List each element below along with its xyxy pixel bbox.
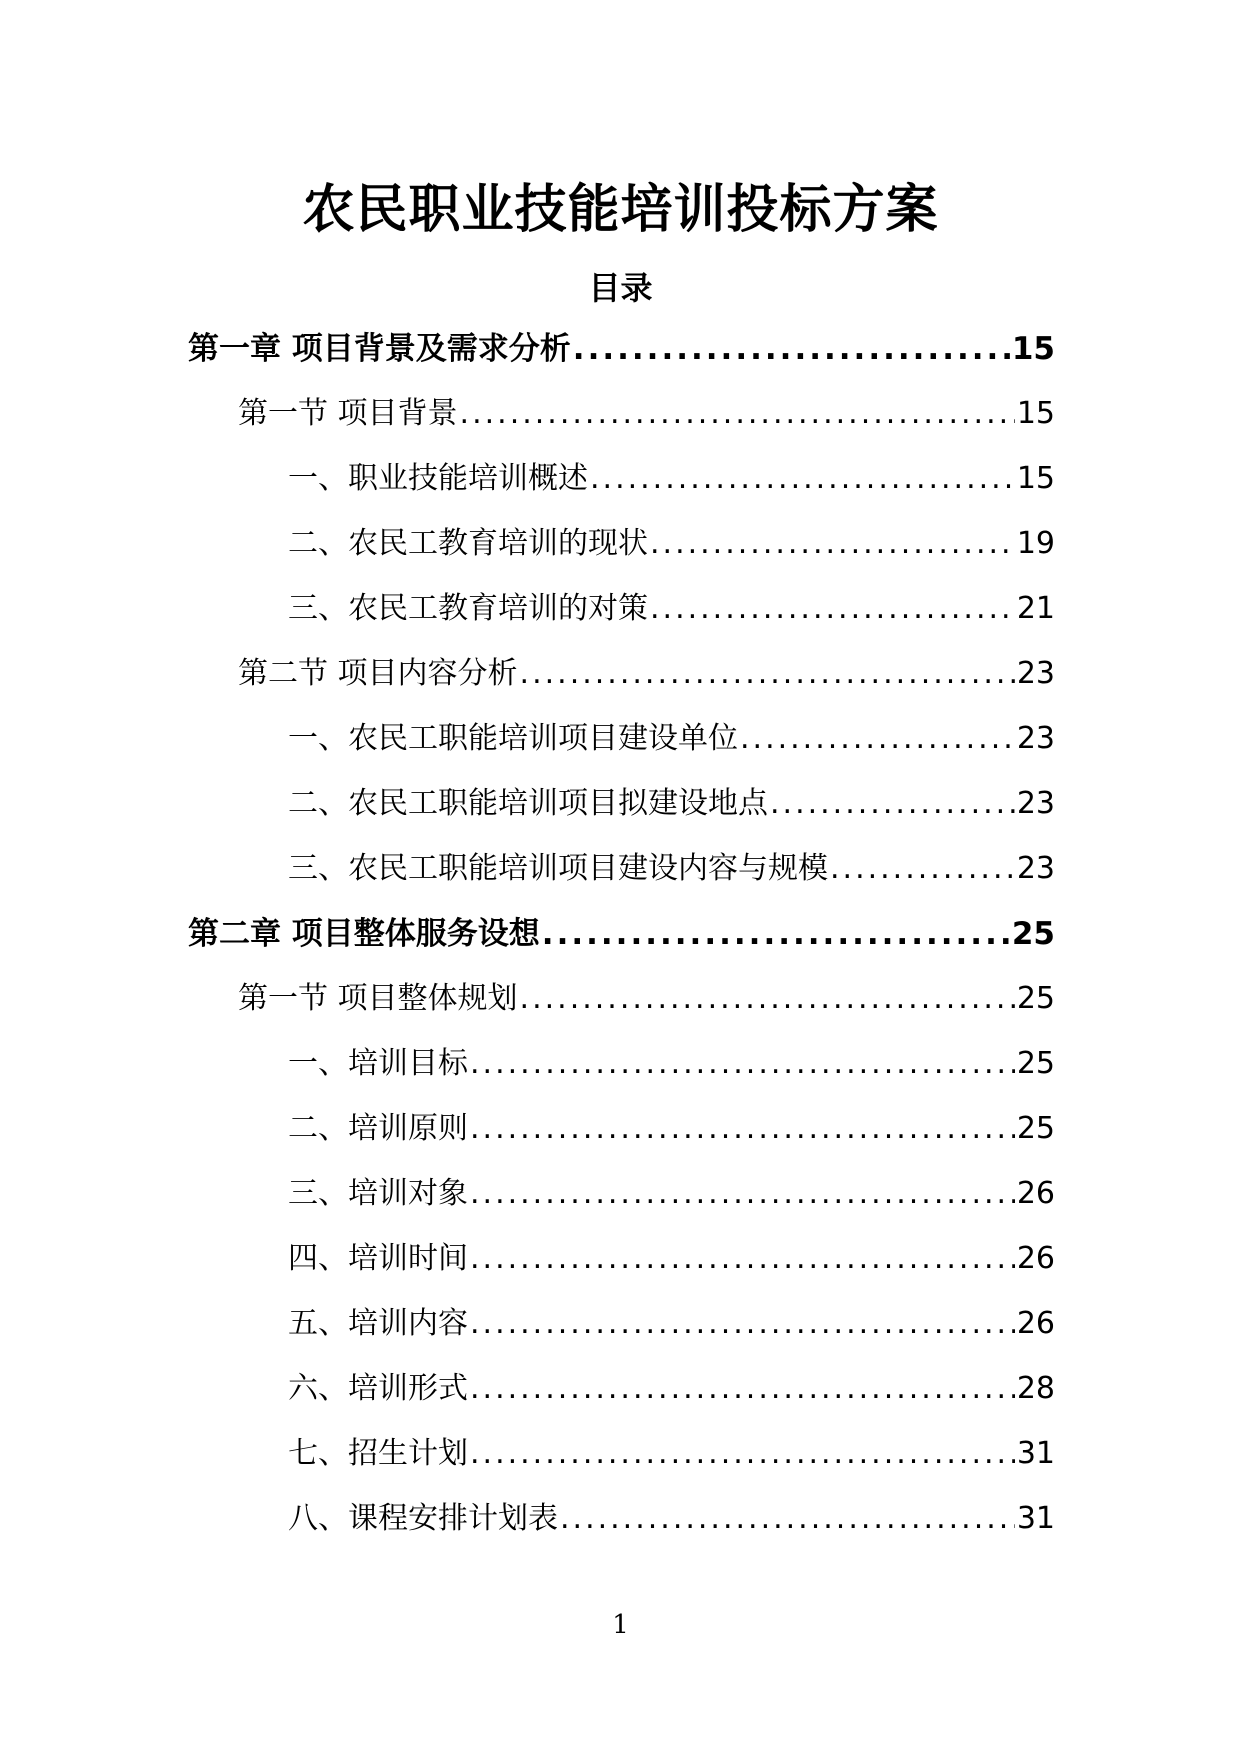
- toc-entry-page: 23: [1016, 721, 1055, 756]
- toc-dot-leader: [830, 847, 1015, 891]
- toc-entry-label: 第一章 项目背景及需求分析: [188, 331, 571, 367]
- toc-dot-leader: [740, 717, 1015, 761]
- toc-entry-label: 三、农民工教育培训的对策: [288, 591, 648, 626]
- toc-entry-item[interactable]: [288, 1302, 1055, 1346]
- toc-entry-label: 二、培训原则: [288, 1111, 468, 1146]
- toc-entry-label: 一、培训目标: [288, 1046, 468, 1081]
- toc-entry-page: 28: [1016, 1371, 1055, 1406]
- toc-entry-item[interactable]: [288, 457, 1055, 501]
- toc-dot-leader: [770, 782, 1015, 826]
- toc-entry-chapter-1[interactable]: [188, 327, 1055, 371]
- toc-dot-leader: [470, 1432, 1015, 1476]
- toc-dot-leader: [542, 912, 1010, 956]
- toc-entry-chapter-2[interactable]: [188, 912, 1055, 956]
- toc-entry-page: 15: [1016, 396, 1055, 431]
- toc-dot-leader: [560, 1497, 1015, 1541]
- toc-entry-page: 15: [1011, 331, 1055, 367]
- toc-entry-label: 七、招生计划: [288, 1436, 468, 1471]
- toc-entry-item[interactable]: [288, 1367, 1055, 1411]
- toc-entry-item[interactable]: [288, 1237, 1055, 1281]
- toc-entry-page: 26: [1016, 1176, 1055, 1211]
- toc-entry-label: 二、农民工教育培训的现状: [288, 526, 648, 561]
- toc-entry-label: 第二章 项目整体服务设想: [188, 916, 540, 952]
- toc-entry-item[interactable]: [288, 587, 1055, 631]
- toc-entry-label: 第一节 项目背景: [238, 396, 458, 431]
- toc-entry-page: 15: [1016, 461, 1055, 496]
- toc-dot-leader: [520, 652, 1015, 696]
- toc-entry-page: 25: [1016, 981, 1055, 1016]
- toc-entry-item[interactable]: [288, 717, 1055, 761]
- toc-dot-leader: [520, 977, 1015, 1021]
- toc-entry-page: 31: [1016, 1436, 1055, 1471]
- toc-entry-page: 23: [1016, 786, 1055, 821]
- toc-entry-label: 三、农民工职能培训项目建设内容与规模: [288, 851, 828, 886]
- toc-dot-leader: [470, 1302, 1015, 1346]
- toc-entry-item[interactable]: [288, 1107, 1055, 1151]
- toc-entry-item[interactable]: [288, 1172, 1055, 1216]
- toc-entry-label: 第一节 项目整体规划: [238, 981, 518, 1016]
- toc-entry-page: 23: [1016, 656, 1055, 691]
- toc-entry-label: 四、培训时间: [288, 1241, 468, 1276]
- toc-dot-leader: [470, 1172, 1015, 1216]
- toc-entry-page: 23: [1016, 851, 1055, 886]
- toc-entry-page: 25: [1016, 1046, 1055, 1081]
- toc-dot-leader: [470, 1237, 1015, 1281]
- toc-entry-label: 一、职业技能培训概述: [288, 461, 588, 496]
- toc-dot-leader: [650, 587, 1015, 631]
- toc-dot-leader: [470, 1042, 1015, 1086]
- toc-entry-item[interactable]: [288, 1432, 1055, 1476]
- document-title: 农民职业技能培训投标方案: [302, 180, 939, 240]
- toc-entry-item[interactable]: [288, 1042, 1055, 1086]
- toc-dot-leader: [650, 522, 1015, 566]
- toc-entry-label: 三、培训对象: [288, 1176, 468, 1211]
- toc-entry-label: 一、农民工职能培训项目建设单位: [288, 721, 738, 756]
- toc-entry-section[interactable]: [238, 977, 1055, 1021]
- toc-entry-page: 21: [1016, 591, 1055, 626]
- toc-entry-item[interactable]: [288, 847, 1055, 891]
- toc-entry-page: 19: [1016, 526, 1055, 561]
- toc-entry-page: 25: [1011, 916, 1055, 952]
- toc-entry-section[interactable]: [238, 392, 1055, 436]
- toc-entry-page: 25: [1016, 1111, 1055, 1146]
- toc-entry-label: 第二节 项目内容分析: [238, 656, 518, 691]
- toc-dot-leader: [470, 1367, 1015, 1411]
- toc-entry-item[interactable]: [288, 782, 1055, 826]
- toc-entry-label: 五、培训内容: [288, 1306, 468, 1341]
- toc-heading: 目录: [588, 269, 653, 307]
- page-number: 1: [612, 1610, 629, 1640]
- toc-dot-leader: [470, 1107, 1015, 1151]
- toc-entry-item[interactable]: [288, 522, 1055, 566]
- toc-dot-leader: [460, 392, 1015, 436]
- toc-entry-page: 31: [1016, 1501, 1055, 1536]
- toc-dot-leader: [590, 457, 1015, 501]
- toc-entry-label: 六、培训形式: [288, 1371, 468, 1406]
- toc-dot-leader: [573, 327, 1010, 371]
- toc-entry-item[interactable]: [288, 1497, 1055, 1541]
- toc-entry-label: 二、农民工职能培训项目拟建设地点: [288, 786, 768, 821]
- toc-entry-section[interactable]: [238, 652, 1055, 696]
- toc-entry-page: 26: [1016, 1241, 1055, 1276]
- toc-entry-label: 八、课程安排计划表: [288, 1501, 558, 1536]
- toc-entry-page: 26: [1016, 1306, 1055, 1341]
